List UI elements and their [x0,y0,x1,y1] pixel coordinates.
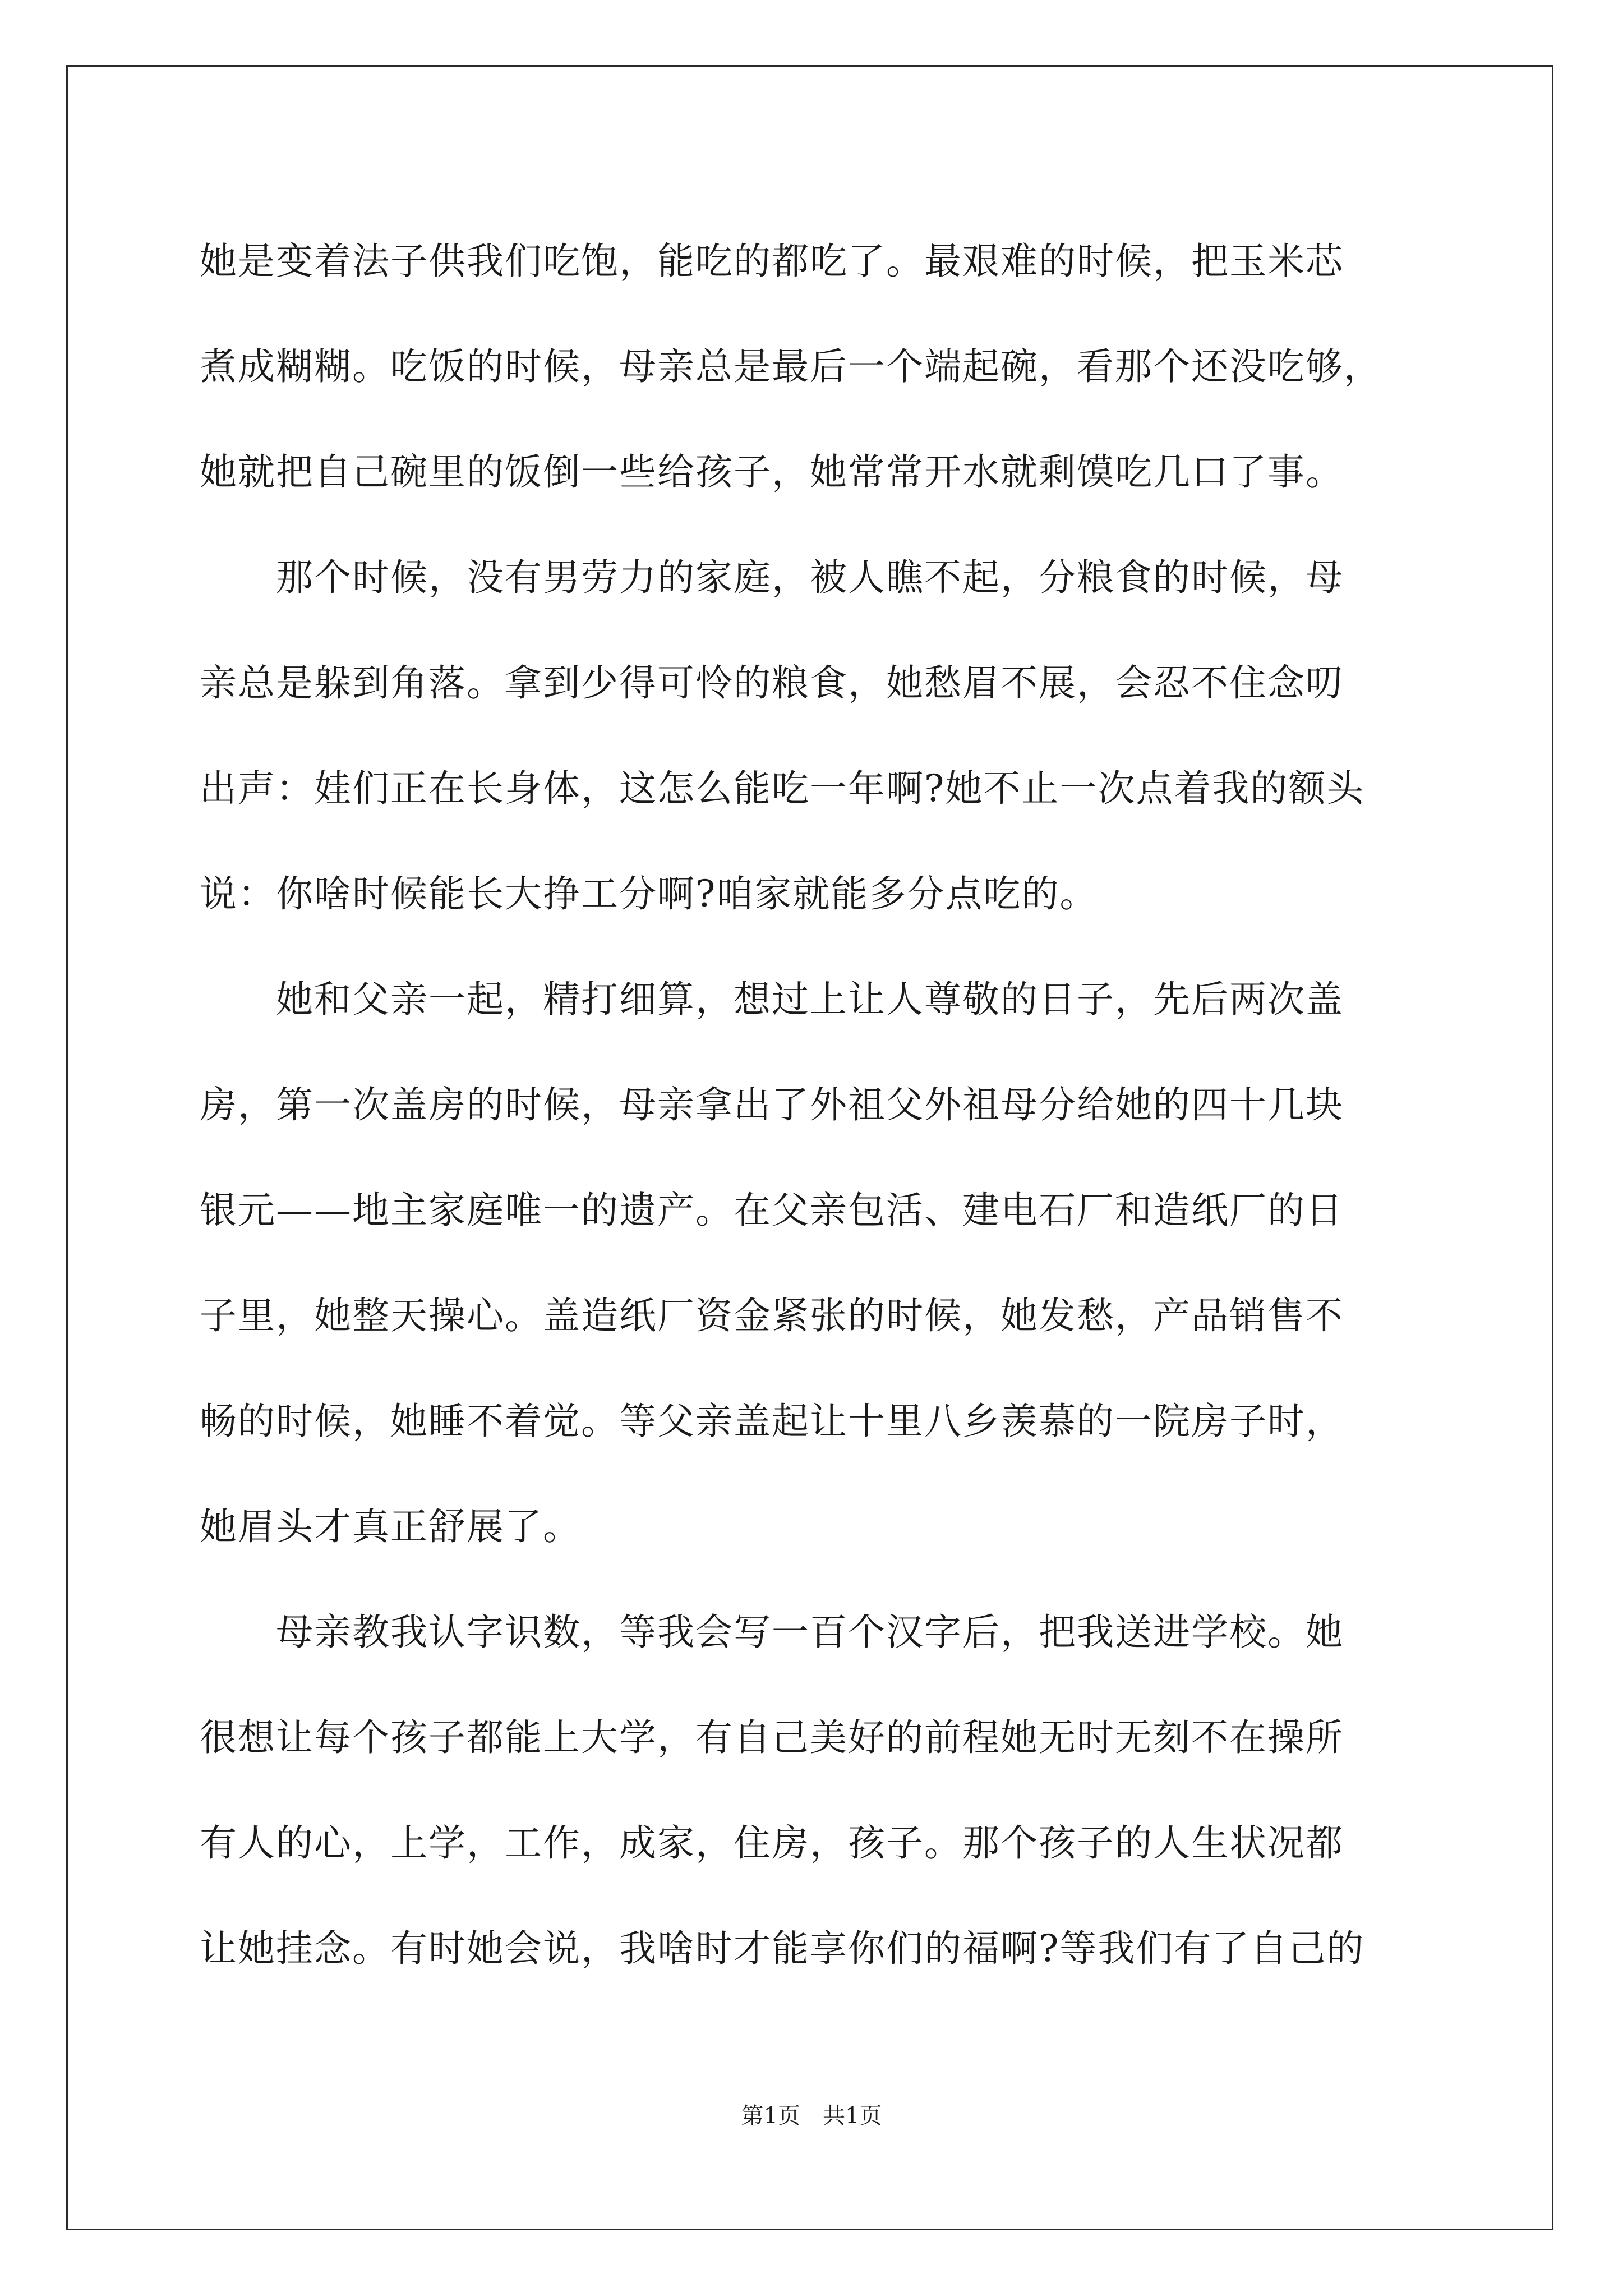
page-total: 共1页 [823,2103,882,2129]
paragraph-1 [200,209,1421,525]
text-line: 房，第一次盖房的时候，母亲拿出了外祖父外祖母分给她的四十几块 [200,1083,1344,1126]
text-line: 说：你啥时候能长大挣工分啊?咱家就能多分点吃的。 [200,872,1098,915]
text-line: 她眉头才真正舒展了。 [200,1505,581,1548]
text-line: 煮成糊糊。吃饭的时候，母亲总是最后一个端起碗，看那个还没吃够， [200,345,1382,388]
text-line: 母亲教我认字识数，等我会写一百个汉字后，把我送进学校。她 [276,1611,1344,1654]
paragraph-2 [200,525,1421,947]
page-number: 第1页 [741,2103,800,2129]
text-line: 很想让每个孩子都能上大学，有自己美好的前程她无时无刻不在操所 [200,1716,1344,1759]
text-line: 亲总是躲到角落。拿到少得可怜的粮食，她愁眉不展，会忍不住念叨 [200,661,1344,705]
text-line: 子里，她整天操心。盖造纸厂资金紧张的时候，她发愁，产品销售不 [200,1294,1344,1337]
text-line: 那个时候，没有男劳力的家庭，被人瞧不起，分粮食的时候，母 [276,556,1344,599]
text-line: 她和父亲一起，精打细算，想过上让人尊敬的日子，先后两次盖 [276,978,1344,1021]
document-body [200,209,1421,2001]
paragraph-4 [200,1580,1421,2001]
text-line: 银元——地主家庭唯一的遗产。在父亲包活、建电石厂和造纸厂的日 [200,1189,1344,1232]
paragraph-3 [200,947,1421,1580]
page-footer [0,2098,1623,2130]
text-line: 她是变着法子供我们吃饱，能吃的都吃了。最艰难的时候，把玉米芯 [200,240,1344,283]
text-line: 让她挂念。有时她会说，我啥时才能享你们的福啊?等我们有了自己的 [200,1927,1365,1970]
text-line: 她就把自己碗里的饭倒一些给孩子，她常常开水就剩馍吃几口了事。 [200,450,1344,494]
text-line: 有人的心，上学，工作，成家，住房，孩子。那个孩子的人生状况都 [200,1821,1344,1865]
text-line: 出声：娃们正在长身体，这怎么能吃一年啊?她不止一次点着我的额头 [200,767,1365,810]
text-line: 畅的时候，她睡不着觉。等父亲盖起让十里八乡羡慕的一院房子时， [200,1400,1344,1443]
